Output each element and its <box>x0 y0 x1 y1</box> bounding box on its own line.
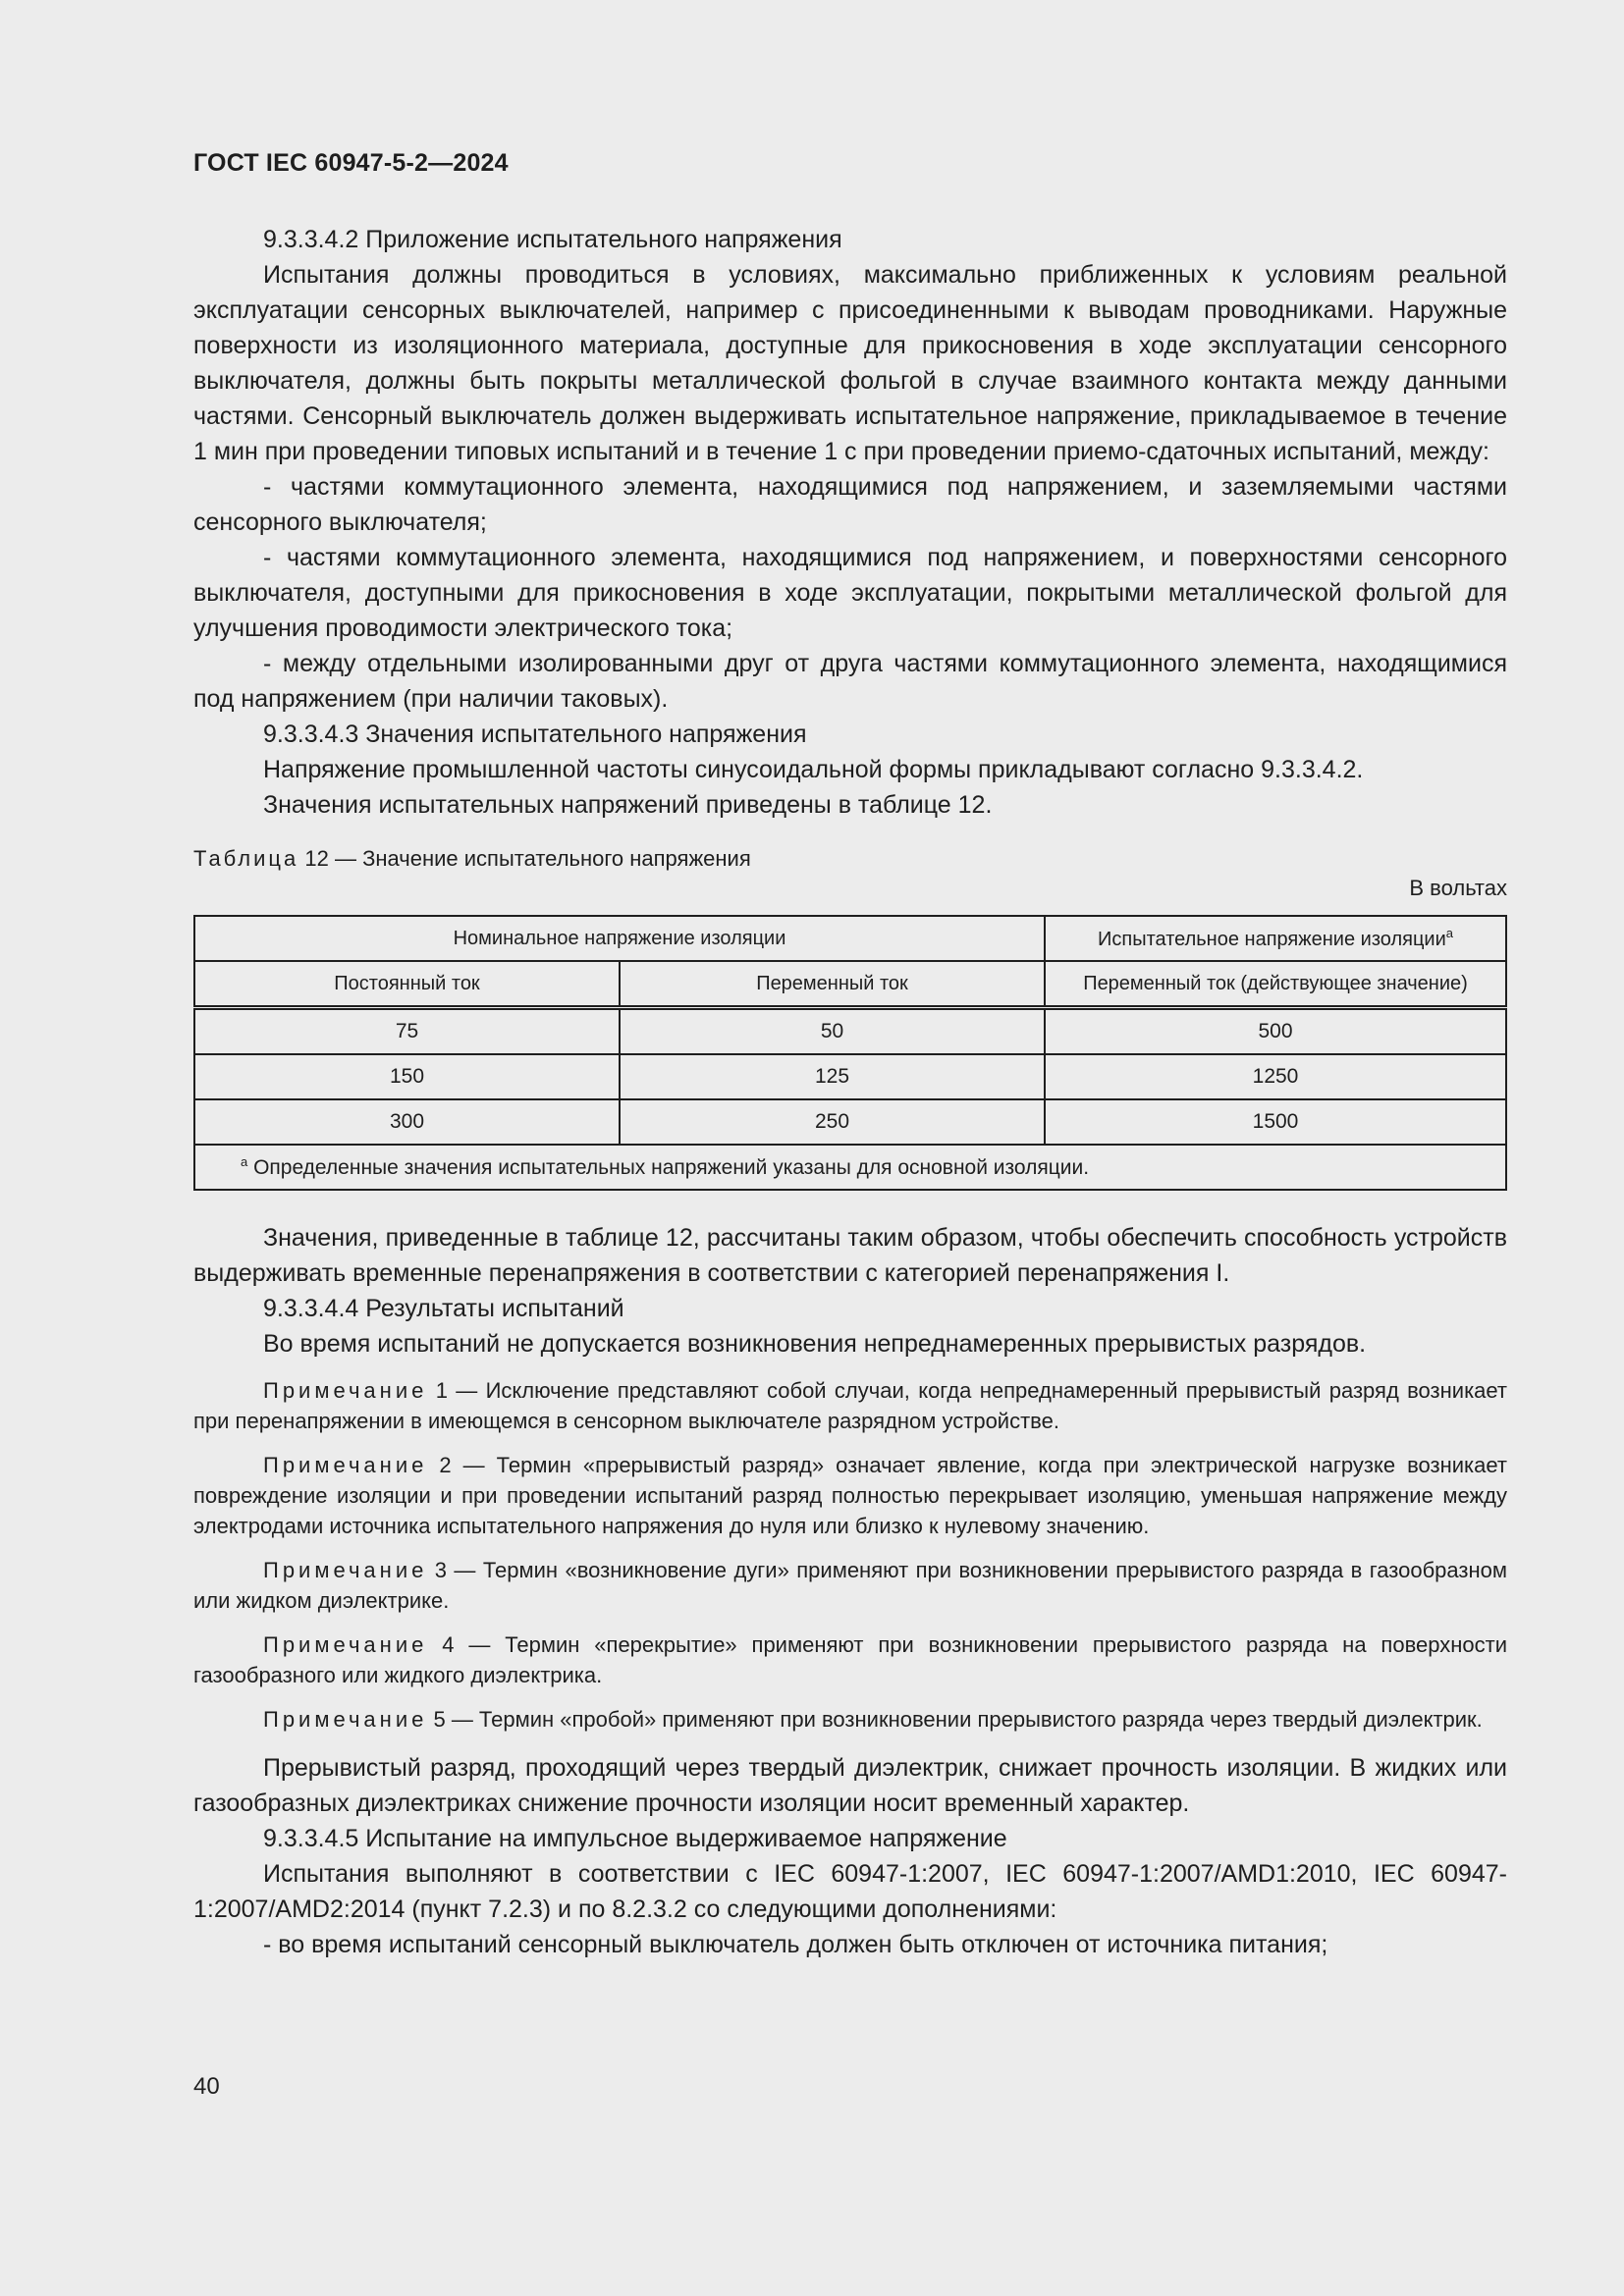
table-cell: 300 <box>194 1099 620 1145</box>
table-caption-text: 12 — Значение испытательного напряжения <box>304 846 751 871</box>
header-ac: Переменный ток <box>620 961 1045 1008</box>
table-cell: 50 <box>620 1008 1045 1055</box>
table-row <box>194 1008 1506 1055</box>
note-label: Примечание <box>263 1632 428 1657</box>
footnote-mark: a <box>1445 926 1453 940</box>
document-body <box>193 222 1507 1962</box>
footnote-text: Определенные значения испытательных напряжений указаны для основной изоляции. <box>253 1156 1090 1179</box>
section-heading-9-3-3-4-3: 9.3.3.4.3 Значения испытательного напряжения <box>263 721 807 748</box>
paragraph: Значения, приведенные в таблице 12, рассчитаны таким образом, чтобы обеспечить способность устройств выдерживать временные перенапряжения в соответствии с категорией перенапряжения I. <box>193 1224 1507 1287</box>
note-text: 5 — Термин «пробой» применяют при возникновении прерывистого разряда через твердый диэлектрик. <box>433 1707 1483 1732</box>
table-units: В вольтах <box>1409 876 1507 900</box>
voltage-table <box>193 915 1507 1191</box>
page-number: 40 <box>193 2073 220 2100</box>
table-cell: 125 <box>620 1054 1045 1099</box>
note-2 <box>193 1450 1507 1541</box>
section-heading-9-3-3-4-2: 9.3.3.4.2 Приложение испытательного напряжения <box>263 226 842 253</box>
paragraph: Значения испытательных напряжений приведены в таблице 12. <box>263 791 993 819</box>
list-item: - во время испытаний сенсорный выключатель должен быть отключен от источника питания; <box>263 1931 1328 1958</box>
table-caption-label: Таблица <box>193 846 299 871</box>
table-caption <box>193 844 1507 874</box>
table-footnote <box>194 1145 1506 1190</box>
paragraph: Прерывистый разряд, проходящий через твердый диэлектрик, снижает прочность изоляции. В жидких или газообразных диэлектриках снижение прочности изоляции носит временный характер. <box>193 1754 1507 1817</box>
note-label: Примечание <box>263 1378 428 1403</box>
table-cell: 150 <box>194 1054 620 1099</box>
section-heading-9-3-3-4-5: 9.3.3.4.5 Испытание на импульсное выдерживаемое напряжение <box>263 1825 1007 1852</box>
table-cell: 250 <box>620 1099 1045 1145</box>
note-label: Примечание <box>263 1453 428 1477</box>
paragraph: Напряжение промышленной частоты синусоидальной формы прикладывают согласно 9.3.3.4.2. <box>263 756 1364 783</box>
header-nominal-voltage: Номинальное напряжение изоляции <box>194 916 1045 961</box>
note-5 <box>193 1704 1507 1735</box>
table-cell: 500 <box>1045 1008 1506 1055</box>
paragraph: Испытания должны проводиться в условиях, максимально приближенных к условиям реальной эксплуатации сенсорных выключателей, например с присоединенными к выводам проводниками. Наружные поверхности из изоляционного материала, доступные для прикосновения в ходе эксплуатации сенсорного выключателя, должны быть покрыты металлической фольгой в случае взаимного контакта между данными частями. Сенсорный выключатель должен выдерживать испытательное напряжение, прикладываемое в течение 1 мин при проведении типовых испытаний и в течение 1 с при проведении приемо-сдаточных испытаний, между: <box>193 261 1507 465</box>
table-row <box>194 1054 1506 1099</box>
table-header-row <box>194 916 1506 961</box>
list-item: - между отдельными изолированными друг от друга частями коммутационного элемента, находящимися под напряжением (при наличии таковых). <box>193 650 1507 713</box>
paragraph: Испытания выполняют в соответствии с IEC 60947-1:2007, IEC 60947-1:2007/AMD1:2010, IEC 60947-1:2007/AMD2:2014 (пункт 7.2.3) и по 8.2.3.2 со следующими дополнениями: <box>193 1860 1507 1923</box>
header-ac-rms: Переменный ток (действующее значение) <box>1045 961 1506 1008</box>
note-label: Примечание <box>263 1558 428 1582</box>
note-text: 4 — Термин «перекрытие» применяют при возникновении прерывистого разряда на поверхности газообразного или жидкого диэлектрика. <box>193 1632 1507 1687</box>
table-cell: 1250 <box>1045 1054 1506 1099</box>
note-3 <box>193 1555 1507 1616</box>
note-1 <box>193 1375 1507 1436</box>
note-text: 3 — Термин «возникновение дуги» применяют при возникновении прерывистого разряда в газообразном или жидком диэлектрике. <box>193 1558 1507 1613</box>
document-header: ГОСТ IEC 60947-5-2—2024 <box>193 149 509 177</box>
table-footnote-row <box>194 1145 1506 1190</box>
table-cell: 75 <box>194 1008 620 1055</box>
paragraph: Во время испытаний не допускается возникновения непреднамеренных прерывистых разрядов. <box>263 1330 1367 1358</box>
header-test-voltage-text: Испытательное напряжение изоляции <box>1098 929 1446 950</box>
note-text: 2 — Термин «прерывистый разряд» означает явление, когда при электрической нагрузке возникает повреждение изоляции и при проведении испытаний разряд полностью перекрывает изоляцию, уменьшая напряжение между электродами источника испытательного напряжения до нуля или близко к нулевому значению. <box>193 1453 1507 1538</box>
note-4 <box>193 1629 1507 1690</box>
header-test-voltage <box>1045 916 1506 961</box>
note-text: 1 — Исключение представляют собой случаи, когда непреднамеренный прерывистый разряд возникает при перенапряжении в имеющемся в сенсорном выключателе разрядном устройстве. <box>193 1378 1507 1433</box>
list-item: - частями коммутационного элемента, находящимися под напряжением, и заземляемыми частями сенсорного выключателя; <box>193 473 1507 536</box>
table-row <box>194 1099 1506 1145</box>
note-label: Примечание <box>263 1707 428 1732</box>
footnote-mark: a <box>241 1154 248 1169</box>
section-heading-9-3-3-4-4: 9.3.3.4.4 Результаты испытаний <box>263 1295 624 1322</box>
list-item: - частями коммутационного элемента, находящимися под напряжением, и поверхностями сенсорного выключателя, доступными для прикосновения в ходе эксплуатации, покрытыми металлической фольгой для улучшения проводимости электрического тока; <box>193 544 1507 642</box>
table-cell: 1500 <box>1045 1099 1506 1145</box>
header-dc: Постоянный ток <box>194 961 620 1008</box>
table-subheader-row <box>194 961 1506 1008</box>
